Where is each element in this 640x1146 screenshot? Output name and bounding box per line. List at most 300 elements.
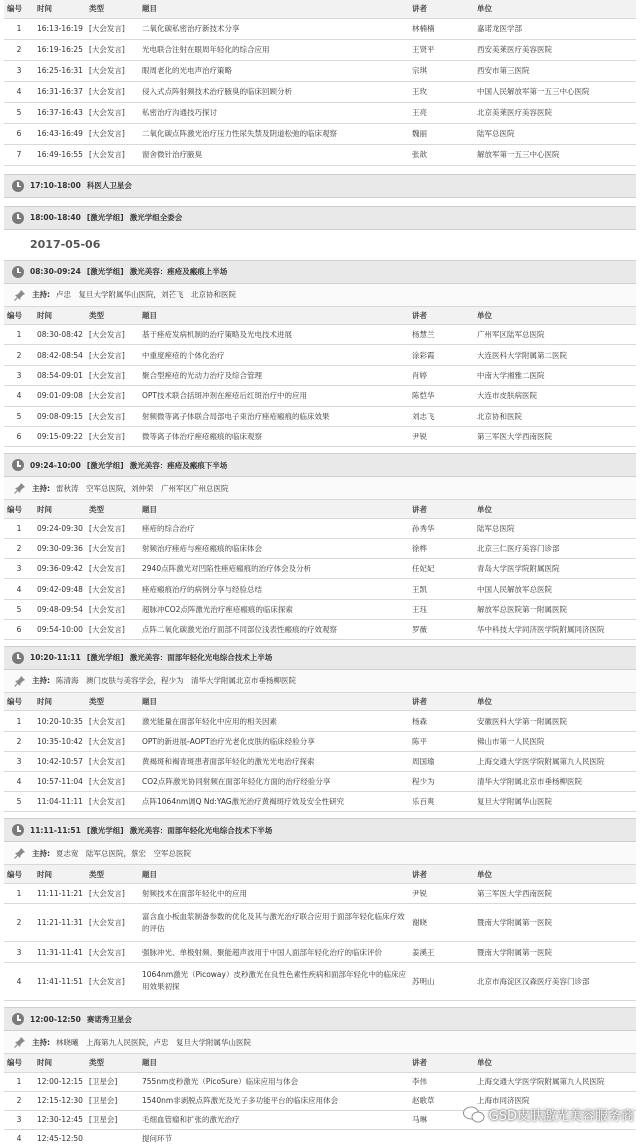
cell-time: 09:36-09:42 — [34, 559, 86, 579]
cell-unit: 第三军医大学西南医院 — [474, 426, 636, 446]
cell-time: 16:43-16:49 — [34, 123, 86, 144]
cell-title: 点阵二氧化碳激光治疗面部不同部位浅表性瘢痕的疗效观察 — [139, 619, 409, 639]
cell-no: 4 — [4, 386, 34, 406]
table-row — [4, 942, 636, 962]
cell-no: 2 — [4, 345, 34, 365]
cell-unit: 暨南大学附属第一医院 — [474, 942, 636, 962]
pin-icon — [14, 1036, 26, 1048]
cell-no: 4 — [4, 962, 34, 1000]
cell-time: 09:01-09:08 — [34, 386, 86, 406]
clock-icon — [12, 212, 24, 224]
col-type: 类型 — [86, 865, 139, 883]
clock-icon — [12, 652, 24, 664]
cell-speaker: 赵歌草 — [409, 1091, 474, 1110]
cell-time: 10:42-10:57 — [34, 751, 86, 771]
cell-unit: 嘉诺龙医学部 — [474, 18, 636, 39]
cell-speaker: 尹锐 — [409, 426, 474, 446]
cell-title: 射频微等离子体联合局部电子束治疗痤疮瘢痕的临床效果 — [139, 406, 409, 426]
cell-unit: 西安市第三医院 — [474, 60, 636, 81]
host-label: 主持: — [32, 290, 50, 299]
cell-type: [大会发言] — [86, 81, 139, 102]
cell-title: 黄褐斑和褐青斑患者面部年轻化的激光光电治疗探索 — [139, 751, 409, 771]
cell-speaker: 杨森 — [409, 711, 474, 731]
cell-unit: 北京美莱医疗美容医院 — [474, 102, 636, 123]
col-title: 题目 — [139, 500, 409, 518]
cell-unit: 佛山市第一人民医院 — [474, 731, 636, 751]
cell-title: 窗舍微针治疗腋臭 — [139, 144, 409, 165]
session-time: 08:30-09:24 — [30, 267, 81, 276]
col-no: 编号 — [4, 1054, 34, 1072]
pin-icon — [14, 482, 26, 494]
cell-type: [卫星会] — [86, 1091, 139, 1110]
cell-speaker: 宗琪 — [409, 60, 474, 81]
table-row — [4, 579, 636, 599]
table-s2 — [4, 500, 636, 640]
session-title: 激光美容：面部年轻化光电综合技术下半场 — [129, 825, 273, 835]
cell-type: [大会发言] — [86, 386, 139, 406]
host-label: 主持: — [32, 848, 50, 858]
session-bar-s2[interactable] — [4, 453, 636, 477]
clock-icon — [12, 180, 24, 192]
cell-time: 16:13-16:19 — [34, 18, 86, 39]
cell-type: [大会发言] — [86, 619, 139, 639]
table-row — [4, 539, 636, 559]
cell-type: [大会发言] — [86, 144, 139, 165]
col-type: 类型 — [86, 0, 139, 18]
cell-unit: 大连医科大学附属第二医院 — [474, 345, 636, 365]
cell-no: 4 — [4, 81, 34, 102]
cell-time: 12:45-12:50 — [34, 1129, 86, 1146]
cell-no: 6 — [4, 123, 34, 144]
session-title: 激光美容：面部年轻化光电综合技术上半场 — [129, 653, 273, 663]
col-speaker: 讲者 — [409, 500, 474, 518]
cell-type: [大会发言] — [86, 518, 139, 538]
cell-type: [大会发言] — [86, 39, 139, 60]
table-header — [4, 693, 636, 711]
cell-no: 2 — [4, 731, 34, 751]
cell-title: OPT的新进展-AOPT治疗光老化皮肤的临床经验分享 — [139, 731, 409, 751]
cell-speaker: 罗薇 — [409, 619, 474, 639]
cell-unit: 中国人民解放军总医院 — [474, 579, 636, 599]
cell-time: 11:04-11:11 — [34, 792, 86, 812]
cell-time: 10:35-10:42 — [34, 731, 86, 751]
cell-unit: 中国人民解放军第一五三中心医院 — [474, 81, 636, 102]
cell-no: 4 — [4, 772, 34, 792]
table-row — [4, 123, 636, 144]
cell-time: 16:19-16:25 — [34, 39, 86, 60]
table-row — [4, 619, 636, 639]
cell-title: 光电联合注射在眼周年轻化的综合应用 — [139, 39, 409, 60]
cell-type: [大会发言] — [86, 123, 139, 144]
col-speaker: 讲者 — [409, 307, 474, 325]
cell-title: 富含血小板血浆制备参数的优化及其与激光治疗联合应用于面部年轻化临床疗效的评估 — [139, 904, 409, 942]
table-row — [4, 406, 636, 426]
cell-title: 点阵1064nm调Q Nd:YAG激光治疗黄褐斑疗效及安全性研究 — [139, 792, 409, 812]
col-speaker: 讲者 — [409, 693, 474, 711]
cell-type — [86, 1129, 139, 1146]
table-header — [4, 865, 636, 883]
session-group: [激光学组] — [86, 825, 124, 835]
session-group: [激光学组] — [86, 213, 124, 222]
cell-speaker: 李伟 — [409, 1072, 474, 1091]
col-unit: 单位 — [474, 693, 636, 711]
wechat-icon — [463, 1106, 485, 1124]
table-row — [4, 518, 636, 538]
session-bar-satellite-kyy[interactable] — [4, 174, 636, 198]
cell-time: 12:15-12:30 — [34, 1091, 86, 1110]
col-no: 编号 — [4, 693, 34, 711]
cell-unit: 陆军总医院 — [474, 518, 636, 538]
watermark — [463, 1105, 634, 1124]
cell-type: [卫星会] — [86, 1110, 139, 1129]
cell-speaker: 魏丽 — [409, 123, 474, 144]
session-bar-s5[interactable] — [4, 1007, 636, 1031]
cell-no: 6 — [4, 619, 34, 639]
table-s5 — [4, 1054, 636, 1146]
cell-no: 3 — [4, 942, 34, 962]
table-row — [4, 144, 636, 165]
cell-title: 毛细血管瘤和扩张的激光治疗 — [139, 1110, 409, 1129]
cell-time: 10:57-11:04 — [34, 772, 86, 792]
cell-no: 5 — [4, 792, 34, 812]
cell-type: [大会发言] — [86, 792, 139, 812]
cell-speaker: 苏明山 — [409, 962, 474, 1000]
table-s3 — [4, 693, 636, 812]
cell-title: 二氧化碳私密治疗新技术分享 — [139, 18, 409, 39]
cell-no: 5 — [4, 406, 34, 426]
cell-no: 3 — [4, 559, 34, 579]
session-hosts — [4, 670, 636, 693]
table-row — [4, 792, 636, 812]
cell-title: CO2点阵激光协同射频在面部年轻化方面的治疗经验分享 — [139, 772, 409, 792]
cell-time: 09:08-09:15 — [34, 406, 86, 426]
session-title: 激光美容：痤疮及瘢痕下半场 — [129, 460, 228, 470]
col-type: 类型 — [86, 500, 139, 518]
table-header — [4, 1054, 636, 1072]
session-title: 激光美容：痤疮及瘢痕上半场 — [129, 267, 228, 276]
session-title: 赛诺秀卫星会 — [86, 1014, 132, 1024]
watermark-text: GSD皮肤激光美容服务商 — [488, 1109, 634, 1124]
cell-type: [大会发言] — [86, 883, 139, 903]
cell-type: [大会发言] — [86, 102, 139, 123]
cell-time: 09:30-09:36 — [34, 539, 86, 559]
col-time: 时间 — [34, 500, 86, 518]
cell-unit: 解放军第一五三中心医院 — [474, 144, 636, 165]
table-row — [4, 751, 636, 771]
cell-type: [大会发言] — [86, 579, 139, 599]
table-row — [4, 731, 636, 751]
cell-title: 侵入式点阵射频技术治疗腋臭的临床回顾分析 — [139, 81, 409, 102]
session-group: [激光学组] — [86, 267, 124, 276]
cell-speaker: 王亮 — [409, 102, 474, 123]
cell-speaker: 王珏 — [409, 599, 474, 619]
cell-no: 3 — [4, 60, 34, 81]
cell-title: 中重度痤疮的个体化治疗 — [139, 345, 409, 365]
table-header — [4, 307, 636, 325]
cell-speaker: 王玫 — [409, 81, 474, 102]
cell-type: [大会发言] — [86, 599, 139, 619]
col-speaker: 讲者 — [409, 0, 474, 18]
cell-type: [大会发言] — [86, 18, 139, 39]
col-no: 编号 — [4, 307, 34, 325]
table-top — [4, 0, 636, 166]
cell-title: 痤疮的综合治疗 — [139, 518, 409, 538]
session-hosts — [4, 842, 636, 865]
cell-speaker: 孙秀华 — [409, 518, 474, 538]
col-unit: 单位 — [474, 0, 636, 18]
cell-no: 1 — [4, 883, 34, 903]
cell-unit: 青岛大学医学院附属医院 — [474, 559, 636, 579]
cell-unit: 北京协和医院 — [474, 406, 636, 426]
cell-time: 09:48-09:54 — [34, 599, 86, 619]
table-row — [4, 962, 636, 1000]
table-row — [4, 386, 636, 406]
cell-type: [大会发言] — [86, 711, 139, 731]
cell-time: 12:00-12:15 — [34, 1072, 86, 1091]
table-row — [4, 426, 636, 446]
cell-speaker: 张歆 — [409, 144, 474, 165]
cell-title: 聚合型痤疮的光动力治疗及综合管理 — [139, 365, 409, 385]
table-row — [4, 365, 636, 385]
cell-unit: 华中科技大学同济医学院附属同济医院 — [474, 619, 636, 639]
col-time: 时间 — [34, 0, 86, 18]
table-row — [4, 325, 636, 345]
table-row — [4, 904, 636, 942]
table-s1 — [4, 307, 636, 448]
col-no: 编号 — [4, 865, 34, 883]
cell-title: 755nm皮秒激光（PicoSure）临床应用与体会 — [139, 1072, 409, 1091]
session-hosts — [4, 477, 636, 500]
table-header — [4, 500, 636, 518]
table-row — [4, 39, 636, 60]
pin-icon — [14, 289, 26, 301]
host-names: 陈清海 澳门皮肤与美容学会，程少为 清华大学附属北京市垂杨柳医院 — [56, 676, 296, 686]
cell-speaker: 林楠楠 — [409, 18, 474, 39]
cell-title: 1064nm激光（Picoway）皮秒激光在良性色素性疾病和面部年轻化中的临床应用效果初探 — [139, 962, 409, 1000]
cell-speaker: 周国瑜 — [409, 751, 474, 771]
cell-speaker: 程少为 — [409, 772, 474, 792]
cell-no: 5 — [4, 102, 34, 123]
cell-speaker: 肖婷 — [409, 365, 474, 385]
cell-speaker: 谢晓 — [409, 904, 474, 942]
cell-title: 提问环节 — [139, 1129, 409, 1146]
cell-no: 2 — [4, 1091, 34, 1110]
cell-no: 4 — [4, 1129, 34, 1146]
col-title: 题目 — [139, 307, 409, 325]
clock-icon — [12, 824, 24, 836]
cell-no: 6 — [4, 426, 34, 446]
cell-speaker: 杨慧兰 — [409, 325, 474, 345]
pin-icon — [14, 847, 26, 859]
cell-speaker: 马琳 — [409, 1110, 474, 1129]
clock-icon — [12, 459, 24, 471]
col-no: 编号 — [4, 0, 34, 18]
cell-type: [大会发言] — [86, 365, 139, 385]
cell-speaker: 乐百爽 — [409, 792, 474, 812]
cell-time: 16:37-16:43 — [34, 102, 86, 123]
cell-title: 射频治疗痤疮与痤疮瘢痕的临床体会 — [139, 539, 409, 559]
cell-type: [大会发言] — [86, 942, 139, 962]
cell-no: 2 — [4, 39, 34, 60]
cell-unit: 清华大学附属北京市垂杨柳医院 — [474, 772, 636, 792]
col-unit: 单位 — [474, 1054, 636, 1072]
col-unit: 单位 — [474, 307, 636, 325]
cell-type: [大会发言] — [86, 406, 139, 426]
table-row — [4, 345, 636, 365]
col-type: 类型 — [86, 1054, 139, 1072]
cell-title: 射频技术在面部年轻化中的应用 — [139, 883, 409, 903]
cell-unit: 安徽医科大学第一附属医院 — [474, 711, 636, 731]
cell-type: [大会发言] — [86, 60, 139, 81]
cell-type: [大会发言] — [86, 772, 139, 792]
col-unit: 单位 — [474, 500, 636, 518]
cell-time: 16:31-16:37 — [34, 81, 86, 102]
host-label: 主持: — [32, 483, 50, 493]
host-label: 主持: — [32, 1037, 50, 1047]
col-type: 类型 — [86, 307, 139, 325]
table-row — [4, 18, 636, 39]
cell-title: 二氧化碳点阵激光治疗压力性尿失禁及阴道松弛的临床观察 — [139, 123, 409, 144]
cell-speaker — [409, 1129, 474, 1146]
session-group: [激光学组] — [86, 460, 124, 470]
host-names: 林晓曦 上海第九人民医院，卢忠 复旦大学附属华山医院 — [56, 1037, 251, 1047]
cell-title: 眼周老化的光电声治疗策略 — [139, 60, 409, 81]
col-time: 时间 — [34, 693, 86, 711]
session-bar-s3[interactable] — [4, 646, 636, 670]
date-heading: 2017-05-06 — [30, 237, 101, 251]
cell-unit: 西安美莱医疗美容医院 — [474, 39, 636, 60]
session-time: 18:00-18:40 — [30, 213, 81, 222]
cell-type: [大会发言] — [86, 751, 139, 771]
host-names: 卢忠 复旦大学附属华山医院，刘芒飞 北京协和医院 — [56, 290, 236, 299]
cell-time: 12:30-12:45 — [34, 1110, 86, 1129]
cell-time: 09:42-09:48 — [34, 579, 86, 599]
table-row — [4, 772, 636, 792]
table-row — [4, 599, 636, 619]
cell-no: 2 — [4, 539, 34, 559]
col-title: 题目 — [139, 865, 409, 883]
cell-type: [大会发言] — [86, 559, 139, 579]
cell-unit: 广州军区陆军总医院 — [474, 325, 636, 345]
cell-title: 微等离子体治疗痤疮瘢痕的临床观察 — [139, 426, 409, 446]
cell-no: 3 — [4, 365, 34, 385]
cell-no: 1 — [4, 518, 34, 538]
cell-time: 09:15-09:22 — [34, 426, 86, 446]
cell-unit: 上海市同济医院 — [474, 1091, 636, 1110]
session-hosts — [4, 284, 636, 307]
cell-type: [大会发言] — [86, 904, 139, 942]
session-time: 12:00-12:50 — [30, 1014, 81, 1024]
cell-time: 10:20-10:35 — [34, 711, 86, 731]
clock-icon — [12, 266, 24, 278]
cell-no: 1 — [4, 325, 34, 345]
host-label: 主持: — [32, 676, 50, 686]
cell-no: 7 — [4, 144, 34, 165]
cell-time: 16:49-16:55 — [34, 144, 86, 165]
cell-unit: 陆军总医院 — [474, 123, 636, 144]
cell-time: 11:31-11:41 — [34, 942, 86, 962]
cell-time: 08:54-09:01 — [34, 365, 86, 385]
session-hosts — [4, 1031, 636, 1054]
cell-title: 2940点阵激光对凹陷性痤疮瘢痕的治疗体会及分析 — [139, 559, 409, 579]
cell-type: [大会发言] — [86, 539, 139, 559]
table-row — [4, 559, 636, 579]
cell-speaker: 姜溪王 — [409, 942, 474, 962]
cell-title: 私密治疗沟通技巧探讨 — [139, 102, 409, 123]
table-row — [4, 883, 636, 903]
cell-speaker: 王凯 — [409, 579, 474, 599]
cell-unit: 第三军医大学西南医院 — [474, 883, 636, 903]
session-time: 09:24-10:00 — [30, 460, 81, 470]
cell-time: 08:42-08:54 — [34, 345, 86, 365]
session-title: 科医人卫星会 — [86, 181, 132, 190]
cell-unit: 北京三仁医疗美容门诊部 — [474, 539, 636, 559]
cell-time: 09:24-09:30 — [34, 518, 86, 538]
cell-type: [大会发言] — [86, 962, 139, 1000]
host-names: 夏志宽 陆军总医院，蔡宏 空军总医院 — [56, 848, 191, 858]
session-title: 激光学组全委会 — [129, 213, 183, 222]
pin-icon — [14, 675, 26, 687]
col-title: 题目 — [139, 693, 409, 711]
session-group: [激光学组] — [86, 653, 124, 663]
cell-speaker: 刘志飞 — [409, 406, 474, 426]
session-bar-committee[interactable] — [4, 206, 636, 230]
cell-type: [大会发言] — [86, 345, 139, 365]
col-speaker: 讲者 — [409, 1054, 474, 1072]
col-type: 类型 — [86, 693, 139, 711]
cell-time: 09:54-10:00 — [34, 619, 86, 639]
col-title: 题目 — [139, 0, 409, 18]
cell-title: OPT技术联合括斑冲剂在痤疮后红斑治疗中的应用 — [139, 386, 409, 406]
table-row — [4, 711, 636, 731]
cell-speaker: 任妃妃 — [409, 559, 474, 579]
cell-no: 1 — [4, 711, 34, 731]
cell-unit: 上海交通大学医学院附属第九人民医院 — [474, 751, 636, 771]
cell-speaker: 徐桦 — [409, 539, 474, 559]
cell-unit: 中南大学湘雅二医院 — [474, 365, 636, 385]
cell-speaker: 尹锐 — [409, 883, 474, 903]
cell-time: 11:21-11:31 — [34, 904, 86, 942]
cell-unit: 大连市皮肤病医院 — [474, 386, 636, 406]
col-no: 编号 — [4, 500, 34, 518]
cell-unit: 解放军总医院第一附属医院 — [474, 599, 636, 619]
session-bar-s4[interactable] — [4, 818, 636, 842]
cell-title: 痤疮瘢痕治疗的病例分享与经验总结 — [139, 579, 409, 599]
cell-speaker: 涂彩霞 — [409, 345, 474, 365]
cell-title: 强脉冲光、单极射频、聚能超声波用于中国人面部年轻化治疗的临床评价 — [139, 942, 409, 962]
table-row — [4, 60, 636, 81]
cell-no: 1 — [4, 1072, 34, 1091]
cell-time: 08:30-08:42 — [34, 325, 86, 345]
cell-no: 1 — [4, 18, 34, 39]
cell-no: 2 — [4, 904, 34, 942]
col-speaker: 讲者 — [409, 865, 474, 883]
cell-unit: 上海交通大学医学院附属第九人民医院 — [474, 1072, 636, 1091]
cell-time: 16:25-16:31 — [34, 60, 86, 81]
session-time: 11:11-11:51 — [30, 825, 81, 835]
cell-no: 3 — [4, 1110, 34, 1129]
cell-speaker: 王贤平 — [409, 39, 474, 60]
session-bar-s1[interactable] — [4, 260, 636, 284]
cell-unit: 复旦大学附属华山医院 — [474, 792, 636, 812]
table-row — [4, 1129, 636, 1146]
table-row — [4, 81, 636, 102]
cell-type: [大会发言] — [86, 325, 139, 345]
cell-title: 基于痤疮发病机制的治疗策略及光电技术进展 — [139, 325, 409, 345]
clock-icon — [12, 1013, 24, 1025]
session-time: 10:20-11:11 — [30, 653, 81, 663]
table-row — [4, 1072, 636, 1091]
